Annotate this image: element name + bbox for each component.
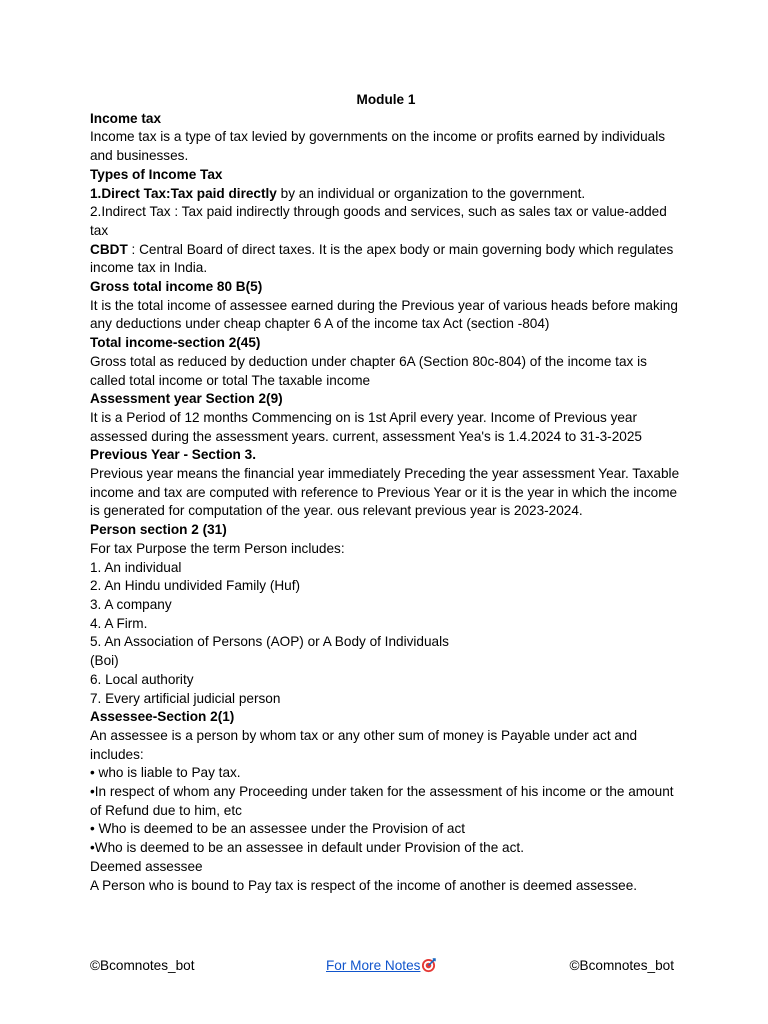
assessee-heading: Assessee-Section 2(1) xyxy=(90,709,235,725)
list-item: 5. An Association of Persons (AOP) or A Body of Individuals xyxy=(90,634,449,650)
person-heading: Person section 2 (31) xyxy=(90,522,227,538)
cbdt-text: : Central Board of direct taxes. It is the apex body or main governing body which regulates income tax in India. xyxy=(90,241,674,276)
total-income-text: Gross total as reduced by deduction under chapter 6A (Section 80c-804) of the income tax is called total income or total The taxable income xyxy=(90,353,647,388)
direct-tax-label: 1.Direct Tax:Tax paid directly xyxy=(90,185,277,201)
cbdt-paragraph xyxy=(90,241,682,278)
gti-text: It is the total income of assessee earned during the Previous year of various heads before making any deductions under cheap chapter 6 A of the income tax Act (section -804) xyxy=(90,297,678,332)
more-notes-link[interactable] xyxy=(326,957,436,978)
deemed-assessee-text: A Person who is bound to Pay tax is respect of the income of another is deemed assessee. xyxy=(90,877,638,893)
cbdt-label: CBDT xyxy=(90,241,128,257)
direct-tax-paragraph xyxy=(90,185,682,204)
types-heading: Types of Income Tax xyxy=(90,166,223,182)
list-item: 7. Every artificial judicial person xyxy=(90,690,281,706)
assessee-text: An assessee is a person by whom tax or any other sum of money is Payable under act and includes: xyxy=(90,727,638,762)
gti-heading: Gross total income 80 B(5) xyxy=(90,279,263,295)
previous-year-text: Previous year means the financial year immediately Preceding the year assessment Year. Taxable income and tax are computed with reference to Previous Year or it is the year in which the income is generated for computation of the year. ous relevant previous year is 2023-2024. xyxy=(90,466,680,519)
list-item: • Who is deemed to be an assessee under the Provision of act xyxy=(90,821,466,837)
list-item: 4. A Firm. xyxy=(90,615,148,631)
deemed-assessee-heading: Deemed assessee xyxy=(90,858,203,874)
list-item: •In respect of whom any Proceeding under taken for the assessment of his income or the amount of Refund due to him, etc xyxy=(90,784,674,818)
previous-year-heading: Previous Year - Section 3. xyxy=(90,447,256,463)
income-tax-heading: Income tax xyxy=(90,110,162,126)
direct-tax-text: by an individual or organization to the government. xyxy=(276,185,586,201)
page-title: Module 1 xyxy=(356,92,416,107)
list-item: (Boi) xyxy=(90,653,119,669)
footer-left-credit: ©Bcomnotes_bot xyxy=(90,958,195,973)
list-item: 6. Local authority xyxy=(90,671,194,687)
list-item: 1. An individual xyxy=(90,559,182,575)
target-icon xyxy=(421,958,436,978)
footer-right-credit: ©Bcomnotes_bot xyxy=(569,958,674,973)
more-notes-link-label: For More Notes xyxy=(326,958,421,973)
assessment-year-heading: Assessment year Section 2(9) xyxy=(90,391,283,407)
assessee-list xyxy=(90,764,682,858)
list-item: 2. An Hindu undivided Family (Huf) xyxy=(90,578,301,594)
document-body xyxy=(90,91,682,895)
income-tax-text: Income tax is a type of tax levied by governments on the income or profits earned by individuals and businesses. xyxy=(90,129,666,164)
list-item: • who is liable to Pay tax. xyxy=(90,765,241,781)
list-item: 3. A company xyxy=(90,596,172,612)
person-list xyxy=(90,559,682,709)
list-item: •Who is deemed to be an assessee in default under Provision of the act. xyxy=(90,840,524,856)
indirect-tax-text: 2.Indirect Tax : Tax paid indirectly through goods and services, such as sales tax or value-added tax xyxy=(90,204,667,238)
total-income-heading: Total income-section 2(45) xyxy=(90,335,261,351)
page-footer xyxy=(90,957,674,977)
person-intro: For tax Purpose the term Person includes: xyxy=(90,540,345,556)
assessment-year-text: It is a Period of 12 months Commencing on is 1st April every year. Income of Previous year assessed during the assessment years. current, assessment Yea's is 1.4.2024 to 31-3-2025 xyxy=(90,409,642,444)
